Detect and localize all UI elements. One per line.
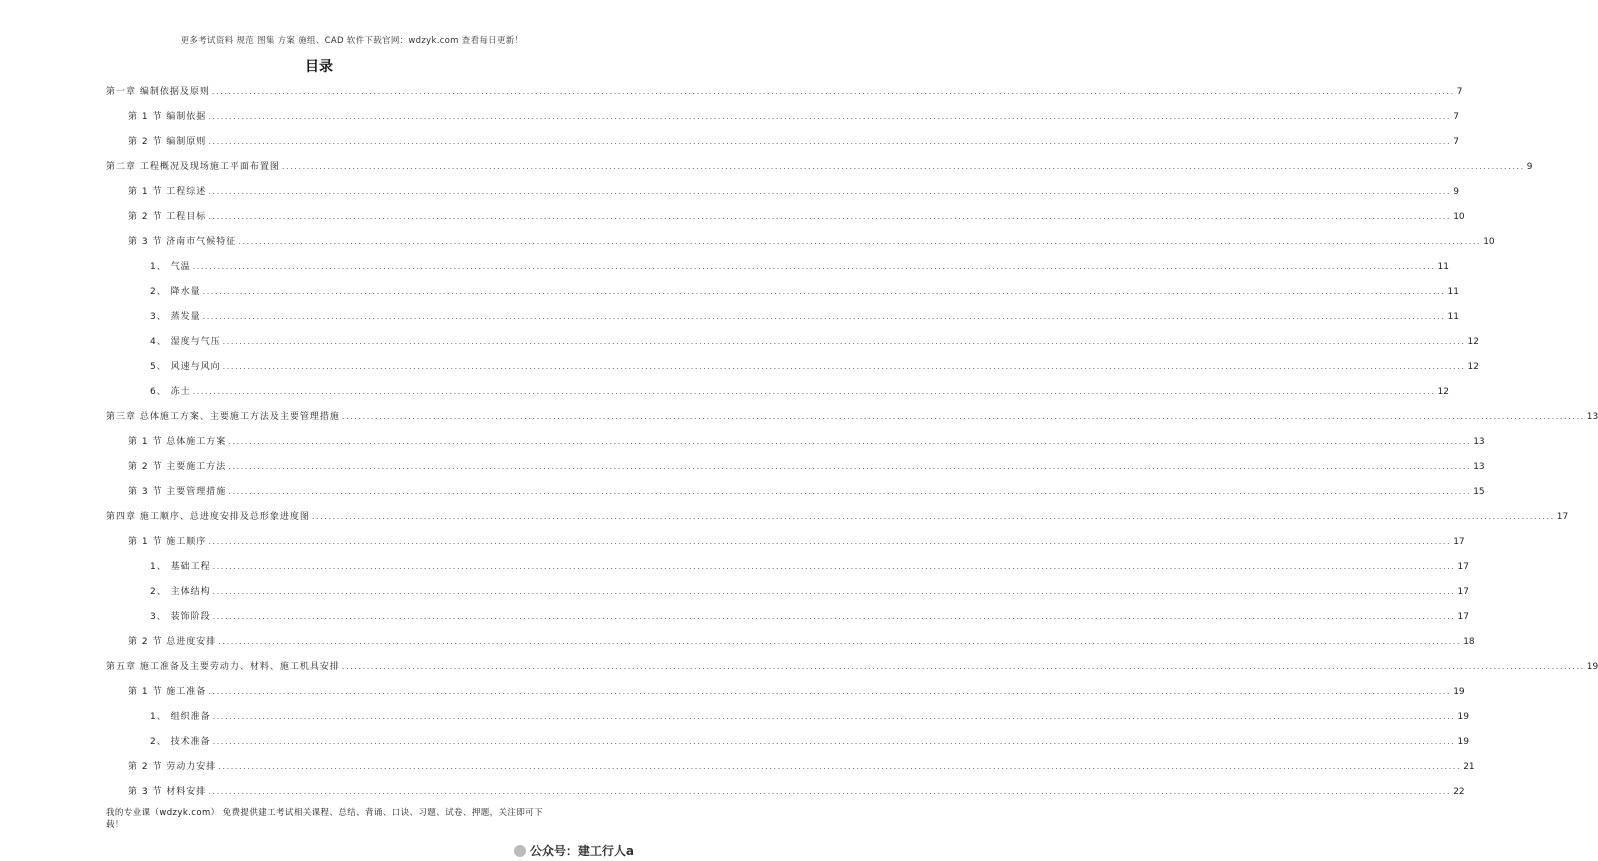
toc-leader-dots: ............................................................................................................................................................................................................................................................................................................ bbox=[208, 787, 1452, 796]
watermark bbox=[514, 842, 634, 859]
toc-entry-page: 17 bbox=[1457, 562, 1469, 572]
toc-entry-page: 13 bbox=[1473, 462, 1485, 472]
toc-entry-label: 第二章 工程概况及现场施工平面布置图 bbox=[106, 162, 280, 172]
toc-entry-label: 3、 蒸发量 bbox=[150, 312, 201, 322]
toc-entry-page: 7 bbox=[1453, 137, 1459, 147]
toc-entry[interactable] bbox=[150, 284, 1459, 298]
toc-entry-label: 第 1 节 施工顺序 bbox=[128, 537, 207, 547]
toc-leader-dots: ............................................................................................................................................................................................................................................................................................................ bbox=[208, 212, 1452, 221]
toc-entry-page: 10 bbox=[1453, 212, 1465, 222]
toc-entry-label: 第 1 节 施工准备 bbox=[128, 687, 207, 697]
toc-entry-label: 第四章 施工顺序、总进度安排及总形象进度图 bbox=[106, 512, 310, 522]
toc-entry[interactable] bbox=[128, 209, 1465, 223]
toc-leader-dots: ............................................................................................................................................................................................................................................................................................................ bbox=[341, 662, 1585, 671]
toc-entry[interactable] bbox=[150, 709, 1469, 723]
toc-entry-page: 17 bbox=[1457, 612, 1469, 622]
toc-entry-label: 第一章 编制依据及原则 bbox=[106, 87, 210, 97]
toc-entry[interactable] bbox=[128, 634, 1475, 648]
toc-entry-label: 第 2 节 主要施工方法 bbox=[128, 462, 227, 472]
toc-entry-label: 6、 冻土 bbox=[150, 387, 191, 397]
toc-entry[interactable] bbox=[128, 134, 1459, 148]
toc-entry[interactable] bbox=[150, 309, 1459, 323]
toc-entry[interactable] bbox=[150, 559, 1469, 573]
toc-entry-page: 9 bbox=[1526, 162, 1533, 172]
toc-entry-page: 17 bbox=[1457, 587, 1469, 597]
toc-entry-label: 第 1 节 总体施工方案 bbox=[128, 437, 227, 447]
toc-entry-page: 9 bbox=[1453, 187, 1459, 197]
toc-entry-label: 2、 降水量 bbox=[150, 287, 201, 297]
toc-entry-page: 17 bbox=[1556, 512, 1569, 522]
toc-leader-dots: ............................................................................................................................................................................................................................................................................................................ bbox=[202, 287, 1446, 296]
toc-leader-dots: ............................................................................................................................................................................................................................................................................................................ bbox=[281, 162, 1525, 171]
toc-entry-label: 1、 基础工程 bbox=[150, 562, 211, 572]
toc-entry[interactable] bbox=[150, 384, 1449, 398]
toc-entry[interactable] bbox=[128, 234, 1495, 248]
wechat-icon bbox=[514, 845, 526, 857]
toc-leader-dots: ............................................................................................................................................................................................................................................................................................................ bbox=[222, 362, 1466, 371]
toc-entry-label: 5、 风速与风向 bbox=[150, 362, 221, 372]
toc-entry-label: 第 3 节 济南市气候特征 bbox=[128, 237, 237, 247]
toc-entry-page: 10 bbox=[1483, 237, 1495, 247]
toc-entry-page: 19 bbox=[1453, 687, 1465, 697]
toc-leader-dots: ............................................................................................................................................................................................................................................................................................................ bbox=[212, 612, 1456, 621]
toc-entry[interactable] bbox=[150, 584, 1469, 598]
toc-entry-page: 11 bbox=[1447, 287, 1459, 297]
toc-leader-dots: ............................................................................................................................................................................................................................................................................................................ bbox=[208, 112, 1452, 121]
footer-note: 我的专业课（wdzyk.com） 免费提供建工考试相关课程、总结、背诵、口诀、习题、试卷、押题，关注即可下载！ bbox=[106, 808, 544, 830]
toc-entry-label: 第 3 节 主要管理措施 bbox=[128, 487, 227, 497]
toc-entry-page: 12 bbox=[1467, 362, 1479, 372]
toc-entry[interactable] bbox=[150, 609, 1469, 623]
toc-leader-dots: ............................................................................................................................................................................................................................................................................................................ bbox=[202, 312, 1446, 321]
toc-entry-label: 4、 湿度与气压 bbox=[150, 337, 221, 347]
toc-entry-label: 第三章 总体施工方案、主要施工方法及主要管理措施 bbox=[106, 412, 340, 422]
toc-entry-page: 13 bbox=[1586, 412, 1598, 422]
toc-entry-label: 1、 组织准备 bbox=[150, 712, 211, 722]
toc-leader-dots: ............................................................................................................................................................................................................................................................................................................ bbox=[211, 87, 1455, 96]
toc-entry-page: 12 bbox=[1437, 387, 1449, 397]
toc-entry[interactable] bbox=[128, 534, 1465, 548]
toc-leader-dots: ............................................................................................................................................................................................................................................................................................................ bbox=[212, 712, 1456, 721]
toc-leader-dots: ............................................................................................................................................................................................................................................................................................................ bbox=[212, 587, 1456, 596]
toc-entry-label: 3、 装饰阶段 bbox=[150, 612, 211, 622]
toc-entry-label: 第 2 节 工程目标 bbox=[128, 212, 207, 222]
toc-entry-page: 21 bbox=[1463, 762, 1475, 772]
toc-entry[interactable] bbox=[128, 459, 1485, 473]
toc-leader-dots: ............................................................................................................................................................................................................................................................................................................ bbox=[208, 687, 1452, 696]
toc-leader-dots: ............................................................................................................................................................................................................................................................................................................ bbox=[311, 512, 1555, 521]
toc-leader-dots: ............................................................................................................................................................................................................................................................................................................ bbox=[341, 412, 1585, 421]
toc-leader-dots: ............................................................................................................................................................................................................................................................................................................ bbox=[228, 462, 1472, 471]
toc-entry-page: 22 bbox=[1453, 787, 1465, 797]
toc-entry-label: 第 2 节 编制原则 bbox=[128, 137, 207, 147]
toc-entry[interactable] bbox=[128, 784, 1465, 798]
toc-entry-page: 18 bbox=[1463, 637, 1475, 647]
toc-leader-dots: ............................................................................................................................................................................................................................................................................................................ bbox=[212, 737, 1456, 746]
toc-entry[interactable] bbox=[150, 734, 1469, 748]
toc-leader-dots: ............................................................................................................................................................................................................................................................................................................ bbox=[228, 487, 1472, 496]
toc-entry[interactable] bbox=[128, 484, 1485, 498]
toc-leader-dots: ............................................................................................................................................................................................................................................................................................................ bbox=[208, 137, 1452, 146]
toc-entry[interactable] bbox=[128, 109, 1459, 123]
toc-leader-dots: ............................................................................................................................................................................................................................................................................................................ bbox=[192, 262, 1436, 271]
toc-leader-dots: ............................................................................................................................................................................................................................................................................................................ bbox=[238, 237, 1482, 246]
toc-entry-label: 第五章 施工准备及主要劳动力、材料、施工机具安排 bbox=[106, 662, 340, 672]
toc-entry-page: 19 bbox=[1457, 737, 1469, 747]
watermark-text: 公众号：建工行人a bbox=[529, 844, 634, 858]
toc-leader-dots: ............................................................................................................................................................................................................................................................................................................ bbox=[208, 187, 1452, 196]
toc-entry-page: 17 bbox=[1453, 537, 1465, 547]
banner-text: 更多考试资料 规范 图集 方案 施组、CAD 软件下载官网：wdzyk.com 查看每日更新！ bbox=[180, 36, 524, 46]
toc-leader-dots: ............................................................................................................................................................................................................................................................................................................ bbox=[208, 537, 1452, 546]
toc-leader-dots: ............................................................................................................................................................................................................................................................................................................ bbox=[192, 387, 1436, 396]
toc-leader-dots: ............................................................................................................................................................................................................................................................................................................ bbox=[222, 337, 1466, 346]
toc-entry[interactable] bbox=[106, 409, 1598, 423]
toc-entry-page: 7 bbox=[1456, 87, 1463, 97]
toc-entry[interactable] bbox=[128, 684, 1465, 698]
toc-entry[interactable] bbox=[150, 334, 1479, 348]
toc-leader-dots: ............................................................................................................................................................................................................................................................................................................ bbox=[212, 562, 1456, 571]
toc-entry[interactable] bbox=[106, 159, 1533, 173]
toc-entry-page: 11 bbox=[1447, 312, 1459, 322]
toc-leader-dots: ............................................................................................................................................................................................................................................................................................................ bbox=[228, 437, 1472, 446]
toc-entry-page: 19 bbox=[1457, 712, 1469, 722]
toc-entry-page: 12 bbox=[1467, 337, 1479, 347]
top-banner bbox=[0, 34, 638, 46]
toc-entry-label: 2、 主体结构 bbox=[150, 587, 211, 597]
toc-entry[interactable] bbox=[128, 759, 1475, 773]
toc-entry[interactable] bbox=[150, 359, 1479, 373]
toc-entry[interactable] bbox=[106, 509, 1569, 523]
toc-leader-dots: ............................................................................................................................................................................................................................................................................................................ bbox=[218, 762, 1462, 771]
toc-entry-page: 19 bbox=[1586, 662, 1598, 672]
toc-entry[interactable] bbox=[106, 84, 1463, 98]
toc-entry-label: 第 1 节 工程综述 bbox=[128, 187, 207, 197]
toc-entry-label: 第 2 节 总进度安排 bbox=[128, 637, 217, 647]
toc-entry[interactable] bbox=[128, 434, 1485, 448]
toc-entry[interactable] bbox=[106, 659, 1598, 673]
toc-entry-page: 13 bbox=[1473, 437, 1485, 447]
page-title: 目录 bbox=[305, 59, 333, 75]
toc-leader-dots: ............................................................................................................................................................................................................................................................................................................ bbox=[218, 637, 1462, 646]
toc-entry-page: 7 bbox=[1453, 112, 1459, 122]
toc-entry[interactable] bbox=[128, 184, 1459, 198]
toc-entry-label: 第 1 节 编制依据 bbox=[128, 112, 207, 122]
toc-entry-label: 第 3 节 材料安排 bbox=[128, 787, 207, 797]
toc-entry-page: 15 bbox=[1473, 487, 1485, 497]
toc-entry-label: 第 2 节 劳动力安排 bbox=[128, 762, 217, 772]
toc-entry-label: 1、 气温 bbox=[150, 262, 191, 272]
toc-entry[interactable] bbox=[150, 259, 1449, 273]
toc-entry-page: 11 bbox=[1437, 262, 1449, 272]
toc-entry-label: 2、 技术准备 bbox=[150, 737, 211, 747]
